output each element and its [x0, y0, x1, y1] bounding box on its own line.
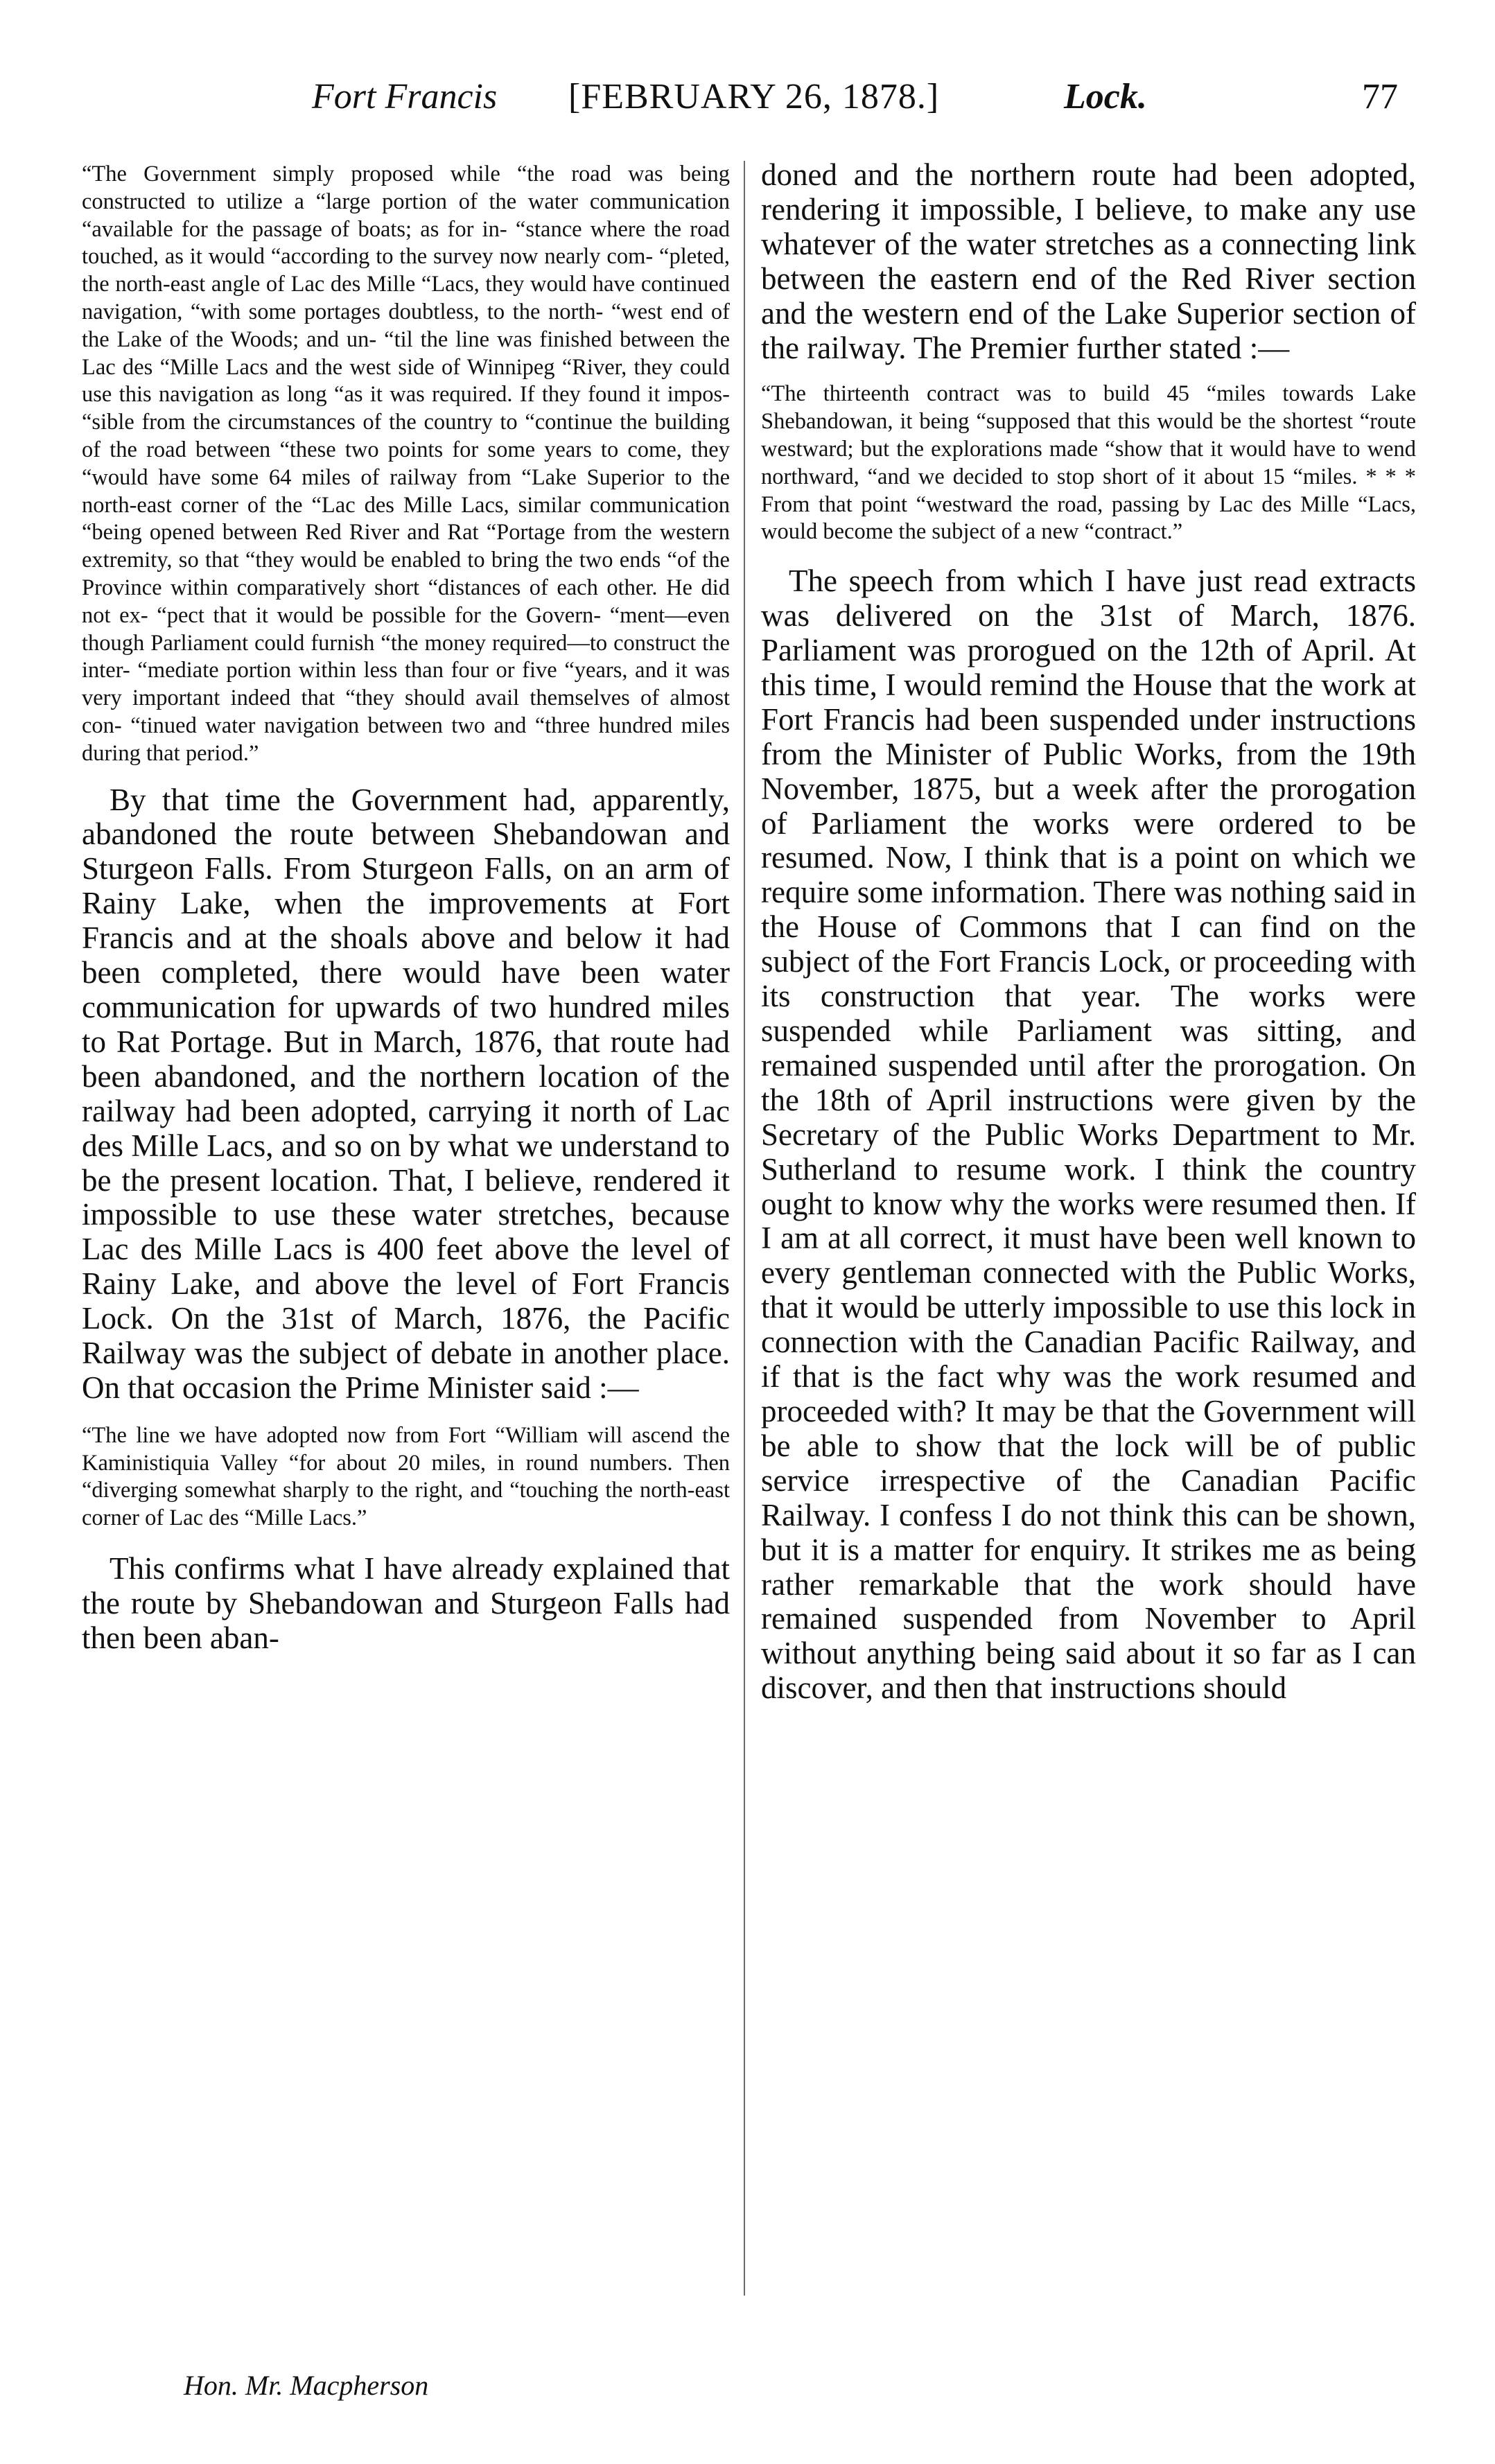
column-divider — [744, 161, 745, 2296]
header-left-title: Fort Francis — [312, 77, 498, 116]
paragraph-speech: The speech from which I have just read extracts was delivered on the 31st of March, 1876. Parliament was prorogued on the 12th of April. At this time, I would remind the House that the work at Fort Francis had been suspended under instructions from the Minister of Public Works, from the 19th November, 1875, but a week after the prorogation of Parliament the works were ordered to be resumed. Now, I think that is a point on which we require some information. There was nothing said in the House of Commons that I can find on the subject of the Fort Francis Lock, or proceeding with its construction that year. The works were suspended while Parliament was sitting, and remained suspended until after the prorogation. On the 18th of April instructions were given by the Secretary of the Public Works Department to Mr. Sutherland to resume work. I think the country ought to know why the works were resumed then. If I am at all correct, it must have been well known to every gentleman connected with the Public Works, that it would be utterly impossible to use this lock in connection with the Canadian Pacific Railway, and if that is the fact why was the work resumed and proceeded with? It may be that the Government will be able to show that the lock will be of public service irrespective of the Canadian Pacific Railway. I confess I do not think this can be shown, but it is a matter for enquiry. It strikes me as being rather remarkable that the work should have remained suspended from November to April without anything being said about it so far as I can discover, and then that instructions should — [761, 563, 1416, 1706]
quote-government-proposal: “The Government simply proposed while “the road was being constructed to utilize a “large portion of the water communication “available for the passage of boats; as for in- “stance where the road touched, as it would “according to the survey now nearly com- “pleted, the north-east angle of Lac des Mille “Lacs, they would have continued navigation, “with some portages doubtless, to the north- “west end of the Lake of the Woods; and un- “til the line was finished between the Lac des “Mille Lacs and the west side of Winnipeg “River, they could use this navigation as long “as it was required. If they found it impos- “sible from the circumstances of the country to “continue the building of the road between “these two points for some years to come, they “would have some 64 miles of railway from “Lake Superior to the north-east corner of the “Lac des Mille Lacs, similar communication “being opened between Red River and Rat “Portage from the western extremity, so that “they would be enabled to bring the two ends “of the Province within comparatively short “distances of each other. He did not ex- “pect that it would be possible for the Govern- “ment—even though Parliament could furnish “the money required—to construct the inter- “mediate portion within less than four or five “years, and it was very important indeed that “they should avail themselves of almost con- “tinued water navigation between two and “three hundred miles during that period.” — [82, 161, 730, 766]
left-column — [82, 158, 730, 1656]
header-date: [FEBRUARY 26, 1878.] — [568, 77, 940, 116]
page-number: 77 — [1362, 77, 1398, 116]
quote-thirteenth-contract: “The thirteenth contract was to build 45 “miles towards Lake Shebandowan, it being “supposed that this would be the shortest “route westward; but the explorations made “show that it would have to wend northward, “and we decided to stop short of it about 15 “miles. * * * From that point “westward the road, passing by Lac des Mille “Lacs, would become the subject of a new “contract.” — [761, 381, 1416, 545]
header-right-title: Lock. — [1064, 77, 1147, 116]
paragraph-confirms: This confirms what I have already explained that the route by Shebandowan and Sturgeon Falls had then been aban- — [82, 1551, 730, 1655]
page-header — [0, 76, 1495, 139]
quote-prime-minister: “The line we have adopted now from Fort “William will ascend the Kaministiquia Valley “for about 20 miles, in round numbers. Then “diverging somewhat sharply to the right, and “touching the north-east corner of Lac des “Mille Lacs.” — [82, 1422, 730, 1531]
speaker-attribution: Hon. Mr. Macpherson — [184, 2370, 429, 2401]
paragraph-route-abandoned: By that time the Government had, apparently, abandoned the route between Shebandowan and Sturgeon Falls. From Sturgeon Falls, on an arm of Rainy Lake, when the improvements at Fort Francis and at the shoals above and below it had been completed, there would have been water communication for upwards of two hundred miles to Rat Portage. But in March, 1876, that route had been abandoned, and the northern location of the railway had been adopted, carrying it north of Lac des Mille Lacs, and so on by what we understand to be the present location. That, I believe, rendered it impossible to use these water stretches, because Lac des Mille Lacs is 400 feet above the level of Rainy Lake, and above the level of Fort Francis Lock. On the 31st of March, 1876, the Pacific Railway was the subject of debate in another place. On that occasion the Prime Minister said :— — [82, 782, 730, 1405]
paragraph-continued: doned and the northern route had been adopted, rendering it impossible, I believe, to make any use whatever of the water stretches as a connecting link between the eastern end of the Red River section and the western end of the Lake Superior section of the railway. The Premier further stated :— — [761, 157, 1416, 365]
right-column — [761, 158, 1416, 1706]
